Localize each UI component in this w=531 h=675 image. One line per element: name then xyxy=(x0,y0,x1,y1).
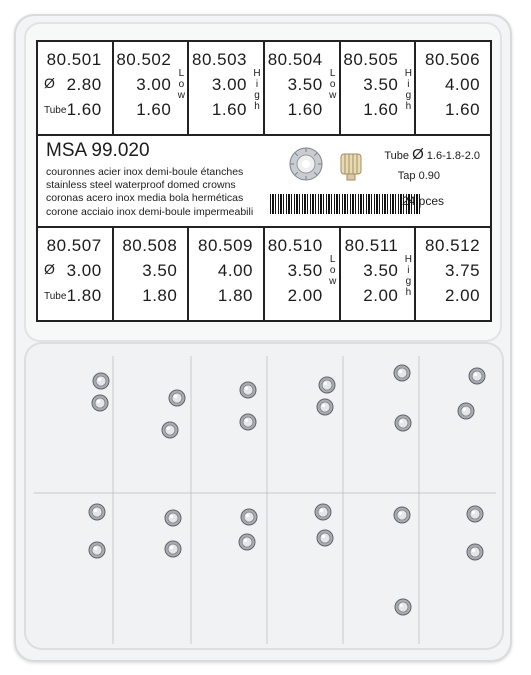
tube-size: 1.60 xyxy=(211,100,248,119)
watch-crown-icon xyxy=(91,371,111,391)
label-cell xyxy=(416,42,490,134)
watch-crown-icon xyxy=(315,528,335,548)
diameter-symbol: Ø xyxy=(44,75,55,91)
label-bottom-row xyxy=(38,226,490,320)
article-number: 80.501 xyxy=(46,50,102,69)
tube-values: 1.6-1.8-2.0 xyxy=(426,150,480,162)
crown-diameter: 3.50 xyxy=(287,75,323,94)
crown-diameter: 3.50 xyxy=(363,75,399,94)
tube-size: 2.00 xyxy=(363,286,399,305)
crown-diameter: 4.00 xyxy=(444,75,481,94)
crown-diameter: 3.50 xyxy=(363,261,399,280)
label-cell xyxy=(189,228,265,320)
product-description xyxy=(46,166,253,219)
tube-prefix: Tube xyxy=(44,105,67,116)
tube-size: 1.60 xyxy=(66,100,102,119)
watch-crown-icon xyxy=(467,366,487,386)
crown-top-view-icon xyxy=(288,146,324,182)
watch-crown-icon xyxy=(465,542,485,562)
crown-diameter: 3.75 xyxy=(444,261,481,280)
tray-divider xyxy=(418,356,420,644)
watch-crown-icon xyxy=(392,363,412,383)
label-cell xyxy=(38,228,114,320)
watch-crown-icon xyxy=(90,393,110,413)
height-marker: H i g h xyxy=(404,68,412,112)
article-number: 80.502 xyxy=(116,50,172,69)
tube-size: 1.80 xyxy=(66,286,102,305)
tube-sizes xyxy=(384,146,480,163)
label-cell xyxy=(38,42,114,134)
tray-divider xyxy=(112,356,114,644)
watch-crown-icon xyxy=(239,507,259,527)
watch-crown-icon xyxy=(393,413,413,433)
crown-diameter: 3.50 xyxy=(142,261,178,280)
watch-crown-icon xyxy=(87,540,107,560)
watch-crown-icon xyxy=(315,397,335,417)
label-cell xyxy=(416,228,490,320)
tube-size: 1.60 xyxy=(136,100,172,119)
article-number: 80.510 xyxy=(267,236,323,255)
article-number: 80.507 xyxy=(46,236,102,255)
label-cell xyxy=(265,42,341,134)
watch-crown-icon xyxy=(87,502,107,522)
tube-size: 1.60 xyxy=(444,100,481,119)
watch-crown-icon xyxy=(167,388,187,408)
watch-crown-icon xyxy=(237,532,257,552)
watch-crown-icon xyxy=(465,504,485,524)
tube-size: 1.60 xyxy=(287,100,323,119)
article-number: 80.508 xyxy=(122,236,178,255)
tube-size: 2.00 xyxy=(444,286,481,305)
piece-count: 24 pces xyxy=(401,194,444,208)
watch-crown-icon xyxy=(392,505,412,525)
tube-size: 1.80 xyxy=(142,286,178,305)
height-marker: L o w xyxy=(177,68,185,101)
crown-diameter: 4.00 xyxy=(217,261,254,280)
diameter-symbol: Ø xyxy=(412,146,424,163)
label-cell xyxy=(265,228,341,320)
barcode xyxy=(270,194,420,214)
desc-french: couronnes acier inox demi-boule étanches xyxy=(46,166,244,178)
desc-spanish: coronas acero inox media bola herméticas xyxy=(46,192,244,205)
article-number: 80.509 xyxy=(198,236,254,255)
crown-diameter: 2.80 xyxy=(66,75,102,94)
label-top-row xyxy=(38,42,490,136)
watch-crown-icon xyxy=(393,597,413,617)
tray-divider xyxy=(342,356,344,644)
watch-crown-icon xyxy=(163,508,183,528)
article-number: 80.506 xyxy=(425,50,481,69)
watch-crown-icon xyxy=(163,539,183,559)
label-cell xyxy=(114,228,190,320)
watch-crown-icon xyxy=(238,412,258,432)
article-number: 80.504 xyxy=(267,50,323,69)
tray-divider xyxy=(266,356,268,644)
height-marker: L o w xyxy=(329,254,337,287)
label-cell xyxy=(341,42,417,134)
watch-crown-icon xyxy=(456,401,476,421)
tray-divider xyxy=(190,356,192,644)
watch-crown-icon xyxy=(313,502,333,522)
crown-side-view-icon xyxy=(338,150,364,182)
tube-size: 1.60 xyxy=(363,100,399,119)
crown-diameter: 3.00 xyxy=(211,75,248,94)
tap-size: Tap 0.90 xyxy=(397,170,440,182)
tube-size: 2.00 xyxy=(287,286,323,305)
article-number: 80.511 xyxy=(344,236,399,255)
tube-size: 1.80 xyxy=(217,286,254,305)
height-marker: H i g h xyxy=(404,254,412,298)
desc-english: stainless steel waterproof domed crowns xyxy=(46,179,236,192)
label-cell xyxy=(341,228,417,320)
label-middle xyxy=(38,136,490,228)
diameter-symbol: Ø xyxy=(44,261,55,277)
label-cell xyxy=(189,42,265,134)
height-marker: L o w xyxy=(329,68,337,101)
tube-prefix: Tube xyxy=(44,291,67,302)
article-number: 80.505 xyxy=(343,50,399,69)
tube-label: Tube xyxy=(384,150,409,162)
height-marker: H i g h xyxy=(253,68,261,112)
article-number: 80.512 xyxy=(425,236,481,255)
crown-diameter: 3.00 xyxy=(136,75,172,94)
watch-crown-icon xyxy=(160,420,180,440)
article-number: 80.503 xyxy=(192,50,248,69)
watch-crown-icon xyxy=(238,380,258,400)
watch-crown-icon xyxy=(317,375,337,395)
crown-diameter: 3.00 xyxy=(66,261,102,280)
tray-divider xyxy=(34,492,496,494)
product-label xyxy=(36,40,492,322)
crown-diameter: 3.50 xyxy=(287,261,323,280)
label-cell xyxy=(114,42,190,134)
product-code: MSA 99.020 xyxy=(46,140,150,161)
desc-italian: corone acciaio inox demi-boule impermeabili xyxy=(46,205,254,218)
